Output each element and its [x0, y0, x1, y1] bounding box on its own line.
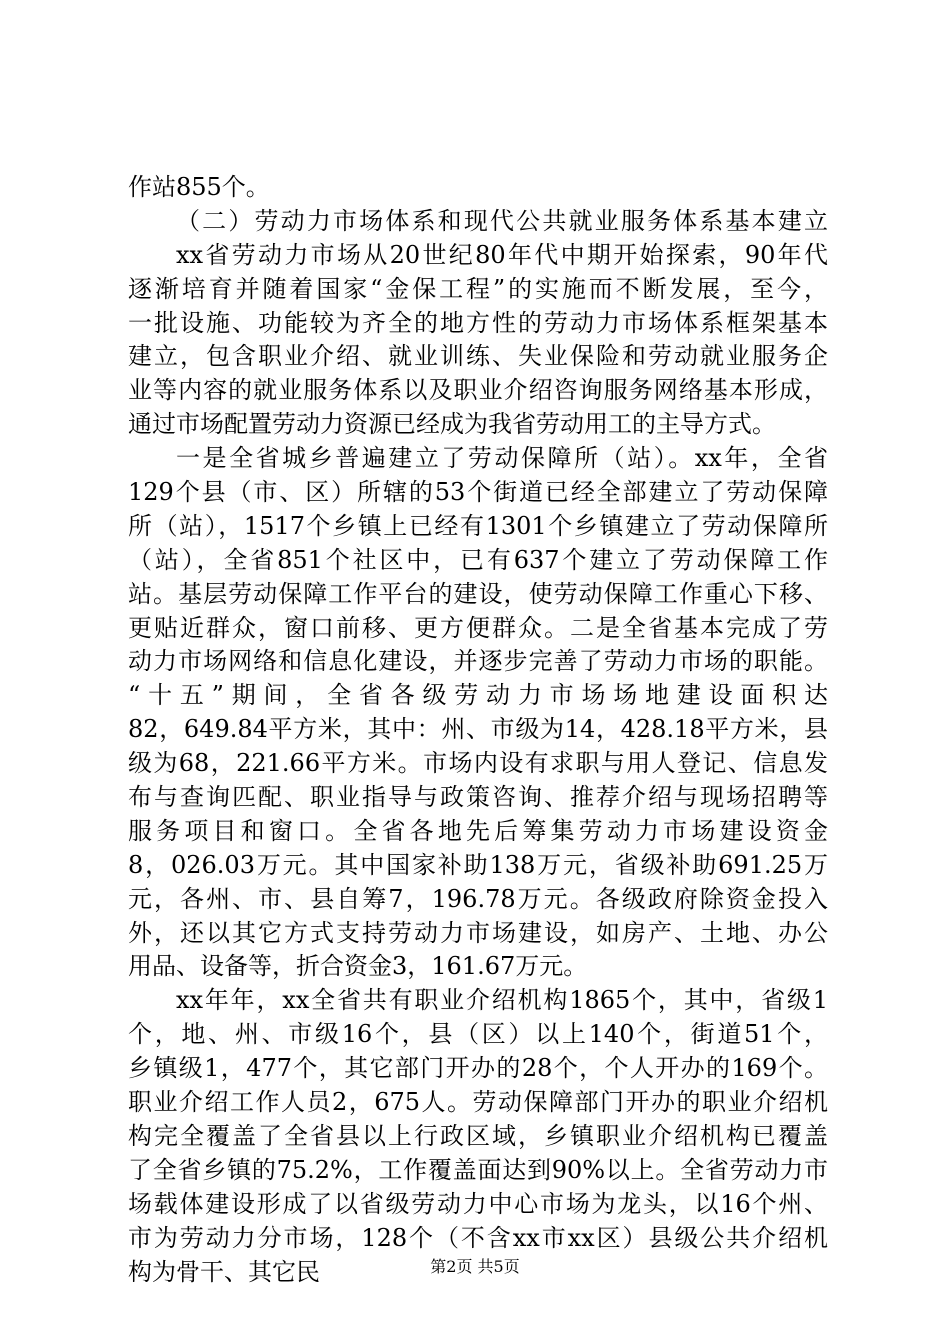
text-line: 布与查询匹配、职业指导与政策咨询、推荐介绍与现场招聘等 [128, 783, 828, 812]
text-line: xx年年，xx全省共有职业介绍机构1865个，其中，省级1 [176, 986, 828, 1015]
text-line: 动力市场网络和信息化建设，并逐步完善了劳动力市场的职能。 [128, 647, 828, 676]
text-line: 构完全覆盖了全省县以上行政区域，乡镇职业介绍机构已覆盖 [128, 1121, 828, 1150]
text-line: 元，各州、市、县自筹7，196.78万元。各级政府除资金投入 [128, 884, 828, 913]
text-line: 级为68，221.66平方米。市场内设有求职与用人登记、信息发 [128, 749, 828, 778]
text-line: xx省劳动力市场从20世纪80年代中期开始探索，90年代 [176, 240, 828, 269]
text-line: （站），全省851个社区中，已有637个建立了劳动保障工作 [128, 545, 828, 574]
text-line: 所（站），1517个乡镇上已经有1301个乡镇建立了劳动保障所 [128, 511, 828, 540]
text-line: 用品、设备等，折合资金3，161.67万元。 [128, 952, 588, 981]
text-line: 通过市场配置劳动力资源已经成为我省劳动用工的主导方式。 [128, 410, 776, 439]
text-line: 建立，包含职业介绍、就业训练、失业保险和劳动就业服务企 [128, 342, 828, 371]
document-body [128, 171, 828, 1289]
text-line: 个，地、州、市级16个，县（区）以上140个，街道51个， [128, 1020, 828, 1049]
text-line: 一批设施、功能较为齐全的地方性的劳动力市场体系框架基本 [128, 308, 828, 337]
text-line: 服务项目和窗口。全省各地先后筹集劳动力市场建设资金 [128, 816, 828, 845]
text-line: 乡镇级1，477个，其它部门开办的28个，个人开办的169个。 [128, 1054, 828, 1083]
text-line: 了全省乡镇的75.2%，工作覆盖面达到90%以上。全省劳动力市 [128, 1155, 828, 1184]
text-line: 8，026.03万元。其中国家补助138万元，省级补助691.25万 [128, 850, 828, 879]
text-line: 逐渐培育并随着国家“金保工程”的实施而不断发展，至今， [128, 274, 828, 303]
text-line: 外，还以其它方式支持劳动力市场建设，如房产、土地、办公 [128, 918, 828, 947]
text-line: “十五”期间，全省各级劳动力市场场地建设面积达 [128, 681, 828, 710]
text-line: 市为劳动力分市场，128个（不含xx市xx区）县级公共介绍机 [128, 1223, 828, 1252]
text-line: 站。基层劳动保障工作平台的建设，使劳动保障工作重心下移、 [128, 579, 828, 608]
text-line: 更贴近群众，窗口前移、更方便群众。二是全省基本完成了劳 [128, 613, 828, 642]
text-line: 129个县（市、区）所辖的53个街道已经全部建立了劳动保障 [128, 478, 828, 507]
text-line: （二）劳动力市场体系和现代公共就业服务体系基本建立 [176, 206, 828, 235]
text-line: 场载体建设形成了以省级劳动力中心市场为龙头，以16个州、 [128, 1189, 828, 1218]
text-line: 构为骨干、其它民 [128, 1257, 320, 1286]
text-line: 作站855个。 [128, 173, 270, 201]
text-line: 一是全省城乡普遍建立了劳动保障所（站）。xx年，全省 [176, 444, 828, 473]
text-line: 职业介绍工作人员2，675人。劳动保障部门开办的职业介绍机 [128, 1088, 828, 1117]
page-footer: 第2页 共5页 [430, 1257, 520, 1276]
text-line: 82，649.84平方米，其中：州、市级为14，428.18平方米，县 [128, 715, 828, 744]
text-line: 业等内容的就业服务体系以及职业介绍咨询服务网络基本形成， [128, 376, 828, 405]
